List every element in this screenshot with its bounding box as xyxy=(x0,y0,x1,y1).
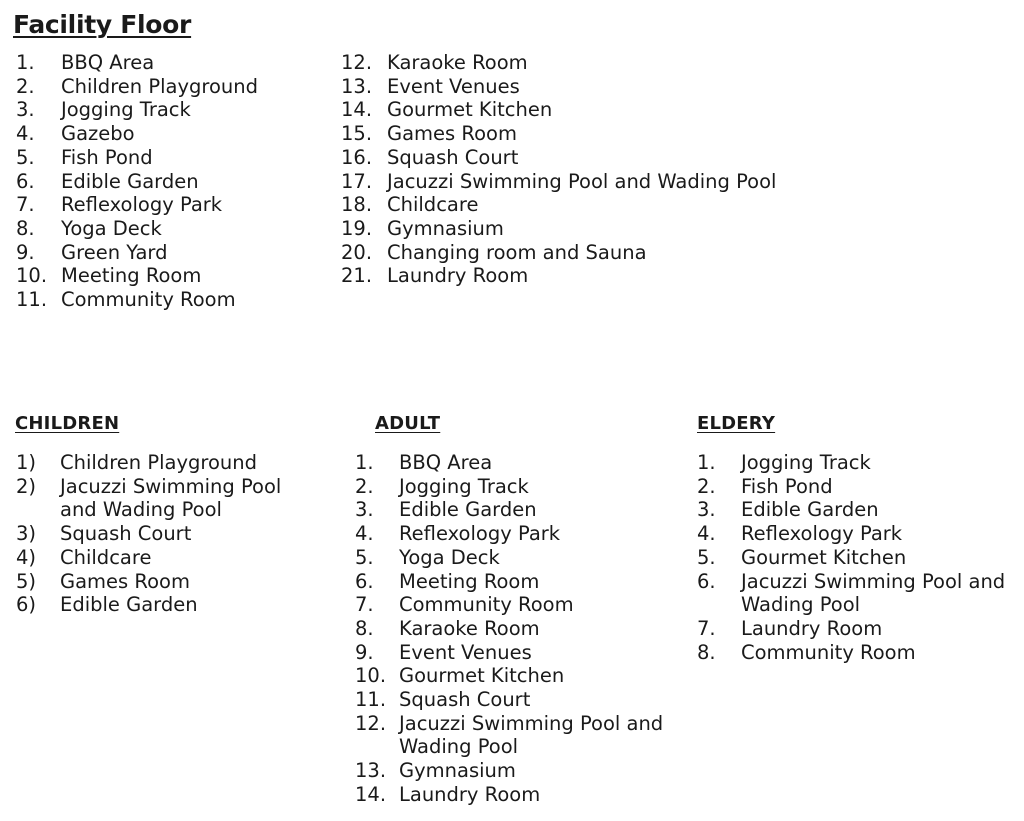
item-number: 1) xyxy=(16,451,37,474)
item-number: 3) xyxy=(16,522,37,546)
item-label: Reflexology Park xyxy=(61,193,223,217)
item-label: Games Room xyxy=(387,122,517,146)
item-label: Yoga Deck xyxy=(61,216,162,240)
item-number: 3. xyxy=(16,98,35,122)
item-label: Gymnasium xyxy=(387,216,504,240)
list-item xyxy=(341,170,801,194)
item-label: Community Room xyxy=(61,288,236,312)
item-label: Event Venues xyxy=(387,74,520,98)
item-label: Event Venues xyxy=(399,640,532,664)
item-number: 4) xyxy=(16,545,37,569)
item-number: 20. xyxy=(341,240,373,264)
item-label: Green Yard xyxy=(61,240,168,264)
list-item xyxy=(341,51,801,75)
page-title: Facility Floor xyxy=(13,10,192,39)
item-label: Edible Garden xyxy=(741,498,879,522)
list-item xyxy=(697,641,1017,665)
item-label: Laundry Room xyxy=(741,616,883,640)
item-label: Childcare xyxy=(60,545,152,569)
item-label: Meeting Room xyxy=(61,264,202,288)
item-number: 14. xyxy=(355,782,387,806)
item-label: Edible Garden xyxy=(60,593,198,617)
item-number: 7. xyxy=(16,193,35,217)
list-item xyxy=(341,241,801,265)
list-item xyxy=(16,217,336,241)
item-label: Gazebo xyxy=(61,122,135,146)
facility-list-column-1 xyxy=(16,51,336,312)
item-label: Reflexology Park xyxy=(399,522,561,546)
item-number: 3. xyxy=(697,498,716,522)
item-number: 7. xyxy=(355,593,374,617)
item-label: Childcare xyxy=(387,193,479,217)
list-item xyxy=(16,122,336,146)
list-item xyxy=(16,75,336,99)
item-number: 1. xyxy=(697,451,716,474)
item-label: Community Room xyxy=(399,593,574,617)
item-label: Children Playground xyxy=(60,451,257,474)
list-item xyxy=(355,759,675,783)
item-label: Squash Court xyxy=(399,688,531,712)
list-item xyxy=(341,122,801,146)
item-number: 6. xyxy=(16,169,35,193)
list-item xyxy=(355,451,675,475)
item-number: 8. xyxy=(16,216,35,240)
item-number: 14. xyxy=(341,98,373,122)
list-item xyxy=(341,193,801,217)
item-label: Edible Garden xyxy=(61,169,199,193)
list-item xyxy=(355,617,675,641)
item-label: Community Room xyxy=(741,640,916,664)
list-item xyxy=(697,522,1017,546)
item-label: Jacuzzi Swimming Pool and Wading Pool xyxy=(387,169,777,193)
item-label: Jogging Track xyxy=(61,98,191,122)
list-item xyxy=(697,617,1017,641)
children-list xyxy=(16,451,316,617)
item-number: 2. xyxy=(355,474,374,498)
list-item xyxy=(16,475,316,522)
item-number: 4. xyxy=(16,122,35,146)
children-heading: CHILDREN xyxy=(15,413,120,434)
item-number: 1. xyxy=(355,451,374,474)
item-number: 6) xyxy=(16,593,37,617)
item-label: Edible Garden xyxy=(399,498,537,522)
item-number: 3. xyxy=(355,498,374,522)
list-item xyxy=(16,170,336,194)
item-label: Jogging Track xyxy=(399,474,529,498)
item-number: 16. xyxy=(341,145,373,169)
list-item xyxy=(16,51,336,75)
item-label: Squash Court xyxy=(60,522,192,546)
item-label: Laundry Room xyxy=(387,264,529,288)
item-label: Gourmet Kitchen xyxy=(387,98,553,122)
item-number: 5. xyxy=(355,545,374,569)
item-number: 4. xyxy=(355,522,374,546)
list-item xyxy=(16,98,336,122)
list-item xyxy=(16,546,316,570)
item-number: 18. xyxy=(341,193,373,217)
item-number: 11. xyxy=(16,288,48,312)
item-number: 12. xyxy=(341,51,373,74)
list-item xyxy=(16,193,336,217)
list-item xyxy=(355,688,675,712)
item-number: 6. xyxy=(697,569,716,593)
item-label: BBQ Area xyxy=(399,451,493,474)
item-label: Reflexology Park xyxy=(741,522,903,546)
item-number: 2. xyxy=(697,474,716,498)
item-number: 2. xyxy=(16,74,35,98)
item-label: Karaoke Room xyxy=(387,51,528,74)
list-item xyxy=(341,98,801,122)
list-item xyxy=(355,593,675,617)
item-label: Gourmet Kitchen xyxy=(741,545,907,569)
item-number: 8. xyxy=(697,640,716,664)
list-item xyxy=(16,241,336,265)
item-number: 15. xyxy=(341,122,373,146)
list-item xyxy=(355,783,675,807)
item-number: 13. xyxy=(355,759,387,783)
list-item xyxy=(355,475,675,499)
list-item xyxy=(16,451,316,475)
item-label: Jacuzzi Swimming Pool and Wading Pool xyxy=(741,569,1006,617)
item-number: 12. xyxy=(355,711,387,735)
list-item xyxy=(355,522,675,546)
item-number: 19. xyxy=(341,216,373,240)
item-label: Gourmet Kitchen xyxy=(399,664,565,688)
item-label: Fish Pond xyxy=(61,145,153,169)
list-item xyxy=(355,641,675,665)
eldery-heading: ELDERY xyxy=(697,413,776,434)
item-label: Jogging Track xyxy=(741,451,871,474)
item-number: 6. xyxy=(355,569,374,593)
list-item xyxy=(341,264,801,288)
item-label: Games Room xyxy=(60,569,190,593)
adult-heading: ADULT xyxy=(375,413,441,434)
adult-list xyxy=(355,451,675,807)
item-number: 10. xyxy=(16,264,48,288)
list-item xyxy=(16,522,316,546)
item-number: 5. xyxy=(16,145,35,169)
item-number: 2) xyxy=(16,474,37,498)
list-item xyxy=(16,593,316,617)
list-item xyxy=(355,664,675,688)
eldery-list xyxy=(697,451,1017,664)
item-number: 17. xyxy=(341,169,373,193)
list-item xyxy=(355,546,675,570)
item-label: BBQ Area xyxy=(61,51,155,74)
item-number: 7. xyxy=(697,616,716,640)
list-item xyxy=(355,498,675,522)
item-label: Laundry Room xyxy=(399,782,541,806)
item-label: Children Playground xyxy=(61,74,258,98)
list-item xyxy=(355,712,675,759)
item-number: 13. xyxy=(341,74,373,98)
list-item xyxy=(355,570,675,594)
item-label: Jacuzzi Swimming Pool and Wading Pool xyxy=(60,474,282,522)
list-item xyxy=(341,75,801,99)
item-label: Squash Court xyxy=(387,145,519,169)
item-number: 4. xyxy=(697,522,716,546)
list-item xyxy=(16,570,316,594)
item-number: 11. xyxy=(355,688,387,712)
item-label: Gymnasium xyxy=(399,759,516,783)
list-item xyxy=(697,451,1017,475)
item-number: 9. xyxy=(16,240,35,264)
item-label: Meeting Room xyxy=(399,569,540,593)
item-label: Jacuzzi Swimming Pool and Wading Pool xyxy=(399,711,664,759)
list-item xyxy=(697,498,1017,522)
list-item xyxy=(697,570,1017,617)
list-item xyxy=(697,475,1017,499)
item-label: Fish Pond xyxy=(741,474,833,498)
item-number: 5) xyxy=(16,569,37,593)
facility-list-column-2 xyxy=(341,51,801,288)
item-number: 8. xyxy=(355,616,374,640)
item-number: 1. xyxy=(16,51,35,74)
item-number: 10. xyxy=(355,664,387,688)
list-item xyxy=(16,264,336,288)
item-number: 21. xyxy=(341,264,373,288)
list-item xyxy=(341,217,801,241)
item-number: 5. xyxy=(697,545,716,569)
item-label: Changing room and Sauna xyxy=(387,240,647,264)
item-label: Karaoke Room xyxy=(399,616,540,640)
list-item xyxy=(16,146,336,170)
item-label: Yoga Deck xyxy=(399,545,500,569)
list-item xyxy=(697,546,1017,570)
list-item xyxy=(16,288,336,312)
list-item xyxy=(341,146,801,170)
item-number: 9. xyxy=(355,640,374,664)
